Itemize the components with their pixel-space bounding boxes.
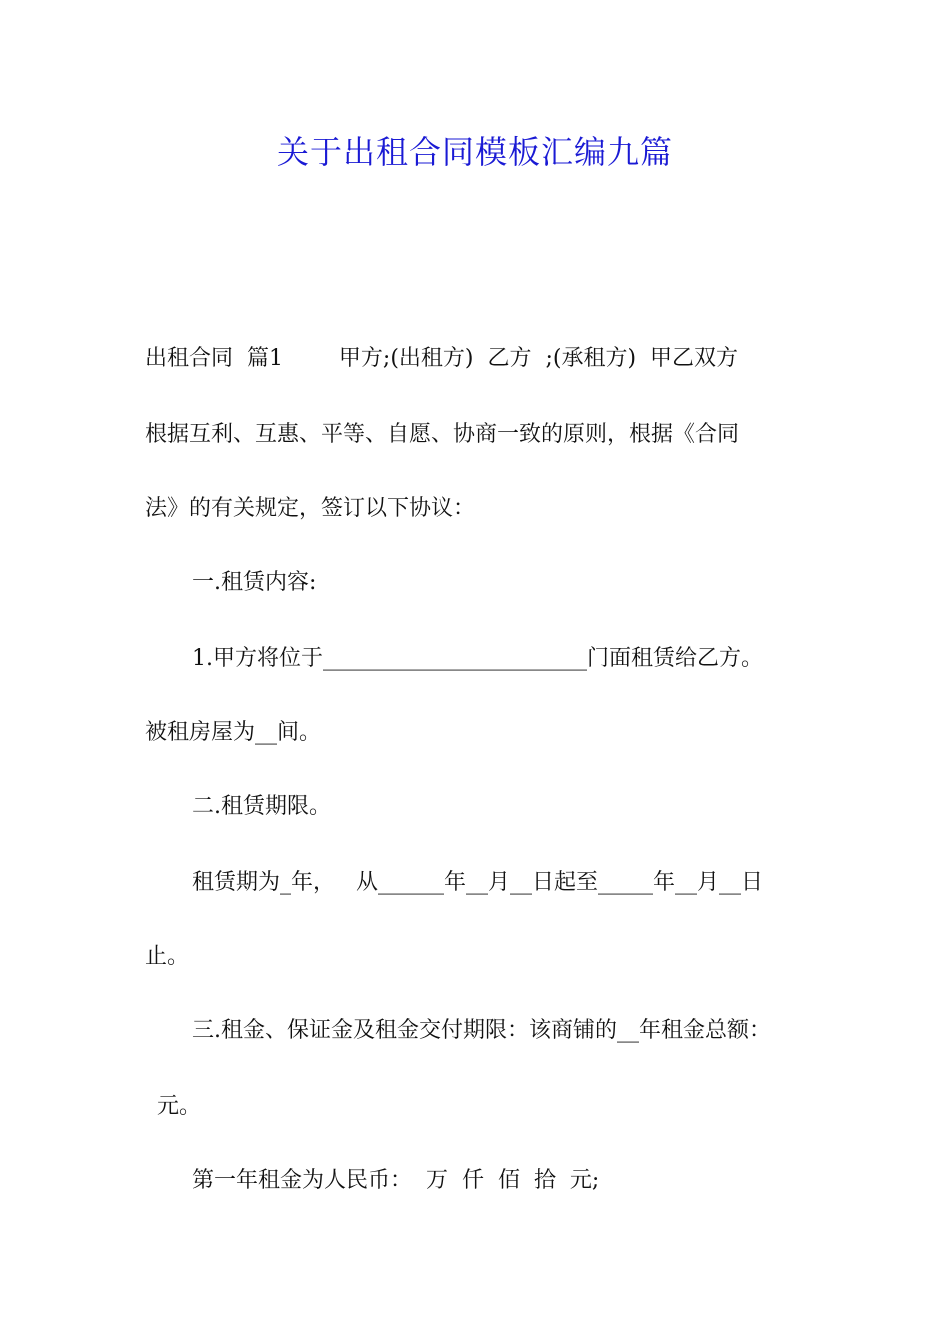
section-heading-1: 一.租赁内容: xyxy=(192,570,317,595)
paragraph-line-1: 出租合同 篇1 甲方;(出租方) 乙方 ;(承租方) 甲乙双方 xyxy=(145,346,739,371)
paragraph-line-6: 租赁期为_年， 从______年__月__日起至_____年__月__日 xyxy=(192,870,763,895)
section-heading-2: 二.租赁期限。 xyxy=(192,794,331,819)
paragraph-line-8: 元。 xyxy=(157,1094,202,1119)
paragraph-line-2: 根据互利、互惠、平等、自愿、协商一致的原则，根据《合同 xyxy=(145,422,740,447)
paragraph-line-9: 第一年租金为人民币： 万 仟 佰 拾 元; xyxy=(192,1168,600,1193)
document-title: 关于出租合同模板汇编九篇 xyxy=(276,133,673,171)
paragraph-line-4: 1.甲方将位于________________________门面租赁给乙方。 xyxy=(192,646,763,671)
paragraph-line-5: 被租房屋为__间。 xyxy=(145,720,322,745)
paragraph-line-3: 法》的有关规定，签订以下协议： xyxy=(145,496,476,521)
section-heading-3: 三.租金、保证金及租金交付期限：该商铺的__年租金总额： xyxy=(192,1018,771,1043)
paragraph-line-7: 止。 xyxy=(145,944,190,969)
